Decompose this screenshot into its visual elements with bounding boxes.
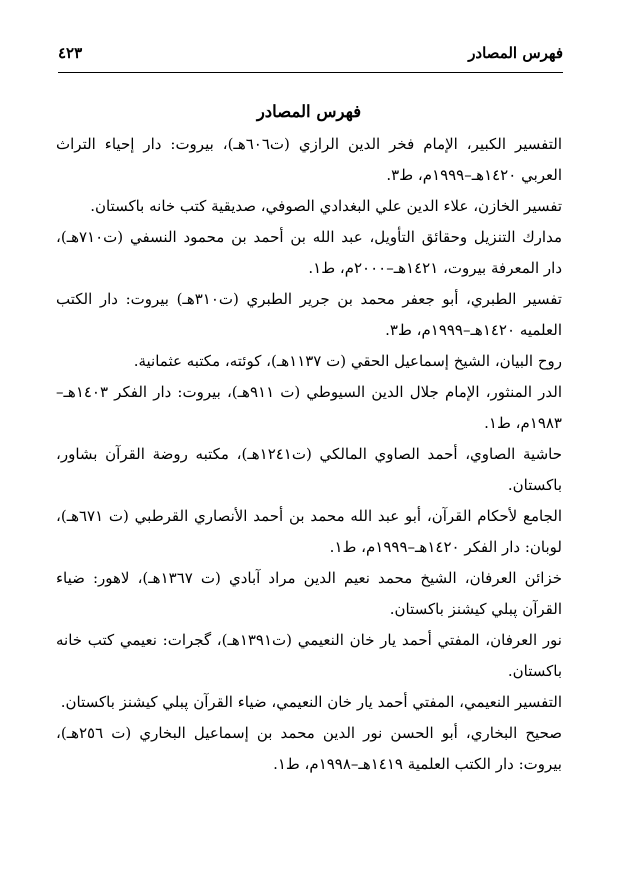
bibliography-entry: صحيح البخاري، أبو الحسن نور الدين محمد بن إسماعيل البخاري (ت ٢٥٦هـ)، بيروت: دار الكتب العلمية ١٤١٩هـ–١٩٩٨م، ط١.	[56, 724, 562, 773]
section-title: فهرس المصادر	[256, 102, 362, 121]
bibliography-entry: الدر المنثور، الإمام جلال الدين السيوطي (ت ٩١١هـ)، بيروت: دار الفكر ١٤٠٣هـ–١٩٨٣م، ط١.	[56, 383, 562, 432]
bibliography-entry: الجامع لأحكام القرآن، أبو عبد الله محمد بن أحمد الأنصاري القرطبي (ت ٦٧١هـ)، لوبان: دار الفكر ١٤٢٠هـ–١٩٩٩م، ط١.	[56, 507, 562, 556]
page-number: ٤٢٣	[58, 44, 83, 62]
bibliography-entry: حاشية الصاوي، أحمد الصاوي المالكي (ت١٢٤١هـ)، مكتبه روضة القرآن بشاور، باكستان.	[56, 445, 562, 494]
bibliography-entry: روح البيان، الشيخ إسماعيل الحقي (ت ١١٣٧هـ)، كوئته، مكتبه عثمانية.	[133, 352, 562, 370]
bibliography-entry: التفسير الكبير، الإمام فخر الدين الرازي (ت٦٠٦هـ)، بيروت: دار إحياء التراث العربي ١٤٢٠هـ–١٩٩٩م، ط٣.	[56, 135, 562, 184]
bibliography-entry: نور العرفان، المفتي أحمد يار خان النعيمي (ت١٣٩١هـ)، گجرات: نعيمي كتب خانه باكستان.	[56, 631, 562, 680]
running-header	[58, 44, 563, 68]
bibliography-entry: التفسير النعيمي، المفتي أحمد يار خان النعيمي، ضياء القرآن پبلي كيشنز باكستان.	[60, 693, 562, 711]
bibliography-entry: خزائن العرفان، الشيخ محمد نعيم الدين مراد آبادي (ت ١٣٦٧هـ)، لاهور: ضياء القرآن پبلي كيشنز باكستان.	[56, 569, 562, 618]
bibliography-entry: تفسير الخازن، علاء الدين علي البغدادي الصوفي، صديقية كتب خانه باكستان.	[90, 197, 562, 215]
bibliography-entry: مدارك التنزيل وحقائق التأويل، عبد الله بن أحمد بن محمود النسفي (ت٧١٠هـ)، دار المعرفة بيروت، ١٤٢١هـ–٢٠٠٠م، ط١.	[56, 228, 562, 277]
bibliography-section	[56, 96, 562, 780]
bibliography-entry: تفسير الطبري، أبو جعفر محمد بن جرير الطبري (ت٣١٠هـ) بيروت: دار الكتب العلميه ١٤٢٠هـ–١٩٩٩م، ط٣.	[56, 290, 562, 339]
header-rule	[58, 72, 563, 73]
running-header-title: فهرس المصادر	[468, 44, 563, 62]
